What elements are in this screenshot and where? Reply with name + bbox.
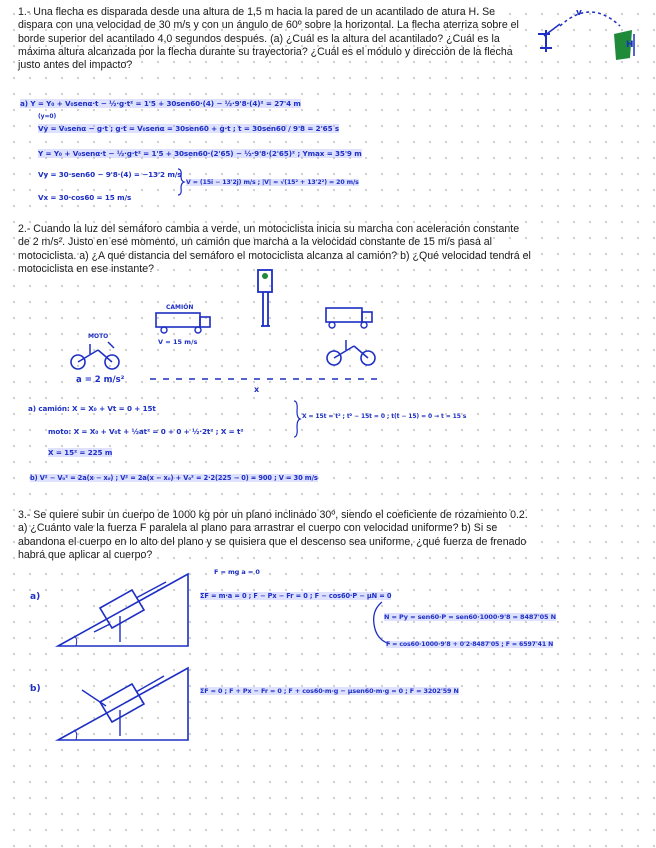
motorcycle-sketch-left: [68, 338, 124, 372]
truck-label: CAMIÓN: [166, 304, 194, 311]
problem-2-statement: 2.- Cuando la luz del semáforo cambia a verde, un motociclista inicia su marcha con aceleración constante de 2 m/s². Justo en ese momento, un camión que marcha a la velocidad constante de 15 m/s pasa al motociclista. a) ¿A qué distancia del semáforo el motociclista alcanza al camión? b) ¿Qué velocidad tendrá el motociclista en ese instante?: [18, 223, 531, 275]
brace: [292, 400, 300, 438]
p3a-work-line: F = cos60·1000·9'8 + 0'2·8487'05 ; F = 6597'41 N: [386, 641, 554, 648]
p2-work-line: X = 15² = 225 m: [48, 448, 113, 457]
distance-x-label: x: [254, 385, 260, 394]
truck-sketch-right: [322, 302, 382, 332]
traffic-light-sketch: [252, 268, 282, 330]
p1-work-line: Vx = 30·cos60 = 15 m/s: [38, 193, 132, 202]
distance-dashed-line: [148, 374, 388, 384]
p3a-work-line: N = Py = sen60·P = sen60·1000·9'8 = 8487'05 N: [384, 613, 556, 621]
p1-work-line: Vy = V₀senα − g·t ; g·t = V₀senα = 30sen60 + g·t ; t = 30sen60 / 9'8 = 2'65 s: [38, 124, 340, 133]
part-a-label: a): [30, 592, 41, 602]
p2-work-line: b) V² − V₀² = 2a(x − x₀) ; V² = 2a(x − x₀) + V₀² = 2·2(225 − 0) = 900 ; V = 30 m/s: [30, 474, 318, 482]
height-label: H: [626, 40, 634, 50]
p1-work-line: Y = Y₀ + V₀senα·t − ½·g·t² = 1'5 + 30sen60·(2'65) − ½·9'8·(2'65)² ; Ymax = 35'9 m: [38, 149, 362, 158]
p1-work-line: Vy = 30·sen60 − 9'8·(4) = −13'2 m/s: [38, 170, 182, 179]
part-b-label: b): [30, 684, 41, 694]
p1-result: V = (15i − 13'2j) m/s ; |V| = √(15² + 13'2²) = 20 m/s: [186, 179, 359, 186]
motorcycle-sketch-right: [324, 336, 380, 368]
p2-work-line: moto: X = X₀ + V₀t + ½at² = 0 + 0 + ½·2t² ; X = t²: [48, 427, 244, 436]
p1-work-line: (y=0): [38, 113, 57, 120]
p3-header: F = mg a = 0: [214, 568, 260, 576]
truck-velocity-label: V = 15 m/s: [158, 338, 198, 346]
incline-diagram-a: [54, 568, 194, 650]
incline-diagram-b: [54, 660, 194, 744]
p2-work-line: X = 15t = t² ; t² − 15t = 0 ; t(t − 15) = 0 → t = 15 s: [302, 413, 467, 420]
p2-work-line: a) camión: X = X₀ + Vt = 0 + 15t: [28, 404, 156, 413]
velocity-label: v: [576, 8, 582, 18]
p3a-work-line: ΣF = m·a = 0 ; F − Px − Fr = 0 ; F − cos60·P − μN = 0: [200, 592, 392, 600]
problem-3-statement: 3.- Se quiere subir un cuerpo de 1000 kg por un plano inclinado 30º, siendo el coeficiente de rozamiento 0.2. a) ¿Cuánto vale la fuerza F paralela al plano para arrastrar el cuerpo con velocidad uniforme? b) Si se abandona el cuerpo en lo alto del plano y se quisiera que el descenso sea uniforme, ¿qué fuerza de frenado habrá que aplicar al cuerpo?: [18, 509, 528, 561]
acceleration-label: a = 2 m/s²: [76, 375, 125, 385]
moto-label: MOTO: [88, 333, 109, 340]
problem-1-statement: 1.- Una flecha es disparada desde una altura de 1,5 m hacia la pared de un acantilado de atura H. Se dispara con una velocidad de 30 m/s y con un ángulo de 60º sobre la horizontal. La flecha aterriza sobre el borde superior del acantilado 4,0 segundos después. (a) ¿Cuál es la altura del acantilado? ¿Cuál es la máxima altura alcanzada por la flecha durante su trayectoria? ¿Cuál es el módulo y dirección de la flecha justo antes del impacto?: [18, 6, 519, 72]
brace: [176, 168, 184, 196]
p3b-work-line: ΣF = 0 ; F + Px − Fr = 0 ; F + cos60·m·g − μsen60·m·g = 0 ; F = 3202'59 N: [200, 687, 459, 695]
p1-work-line: a) Y = Y₀ + V₀senα·t − ½·g·t² = 1'5 + 30sen60·(4) − ½·9'8·(4)² = 27'4 m: [20, 99, 301, 108]
